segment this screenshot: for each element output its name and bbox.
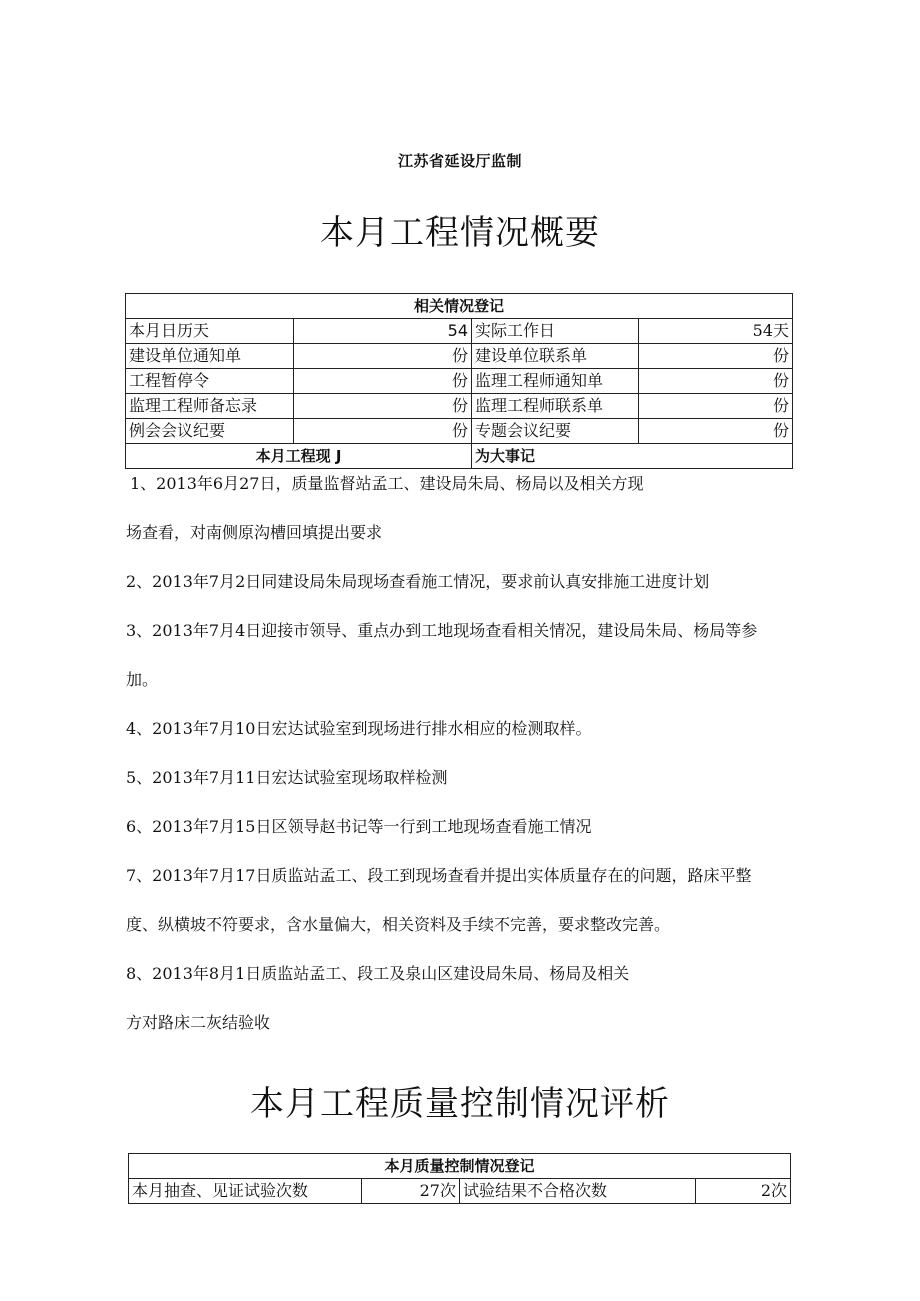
- row-label: 试验结果不合格次数: [460, 1179, 696, 1204]
- table-subheader-row: [126, 444, 793, 469]
- event-line: 2、2013年7月2日同建设局朱局现场查看施工情况，要求前认真安排施工进度计划: [126, 572, 710, 591]
- event-line: 4、2013年7月10日宏达试验室到现场进行排水相应的检测取样。: [126, 719, 592, 738]
- event-line: 1、2013年6月27日，质量监督站孟工、建设局朱局、杨局以及相关方现: [130, 474, 644, 493]
- table-header-row: [126, 294, 793, 319]
- row-value: 2次: [696, 1179, 791, 1204]
- table-row: [126, 394, 793, 419]
- row-value: 份: [294, 419, 472, 444]
- event-line: 场查看，对南侧原沟槽回填提出要求: [126, 523, 383, 542]
- event-line: 3、2013年7月4日迎接市领导、重点办到工地现场查看相关情况，建设局朱局、杨局等参: [126, 621, 758, 640]
- row-label: 专题会议纪要: [472, 419, 639, 444]
- quality-table: [128, 1153, 791, 1204]
- event-line: 加。: [126, 670, 159, 689]
- event-line: 度、纵横坡不符要求，含水量偏大，相关资料及手续不完善，要求整改完善。: [126, 915, 671, 934]
- row-label: 例会会议纪要: [126, 419, 294, 444]
- row-label: 实际工作日: [472, 319, 639, 344]
- row-value: 份: [639, 394, 793, 419]
- event-line: 7、2013年7月17日质监站孟工、段工到现场查看并提出实体质量存在的问题，路床平整: [126, 866, 752, 885]
- table-row: [129, 1179, 791, 1204]
- issuing-agency: 江苏省延设厅监制: [397, 152, 522, 170]
- event-line: 6、2013年7月15日区领导赵书记等一行到工地现场查看施工情况: [126, 817, 592, 836]
- row-value: 份: [639, 369, 793, 394]
- row-value: 54天: [639, 319, 793, 344]
- event-line: 方对路床二灰结验收: [126, 1013, 271, 1032]
- subheader-right: 为大事记: [472, 444, 793, 469]
- row-value: 份: [639, 344, 793, 369]
- table-row: [126, 369, 793, 394]
- row-label: 建设单位通知单: [126, 344, 294, 369]
- section-title-overview: 本月工程情况概要: [320, 213, 600, 253]
- major-events-list: [126, 470, 796, 1047]
- event-line: 5、2013年7月11日宏达试验室现场取样检测: [126, 768, 448, 787]
- table-row: [126, 419, 793, 444]
- registration-table: [125, 293, 793, 469]
- section-title-quality: 本月工程质量控制情况评析: [250, 1084, 670, 1124]
- table-row: [126, 344, 793, 369]
- row-value: 份: [294, 394, 472, 419]
- row-label: 建设单位联系单: [472, 344, 639, 369]
- row-label: 本月抽查、见证试验次数: [129, 1179, 362, 1204]
- row-label: 监理工程师备忘录: [126, 394, 294, 419]
- row-value: 份: [294, 344, 472, 369]
- row-value: 27次: [362, 1179, 460, 1204]
- table-header: 相关情况登记: [126, 294, 793, 319]
- table-row: [126, 319, 793, 344]
- table-header-row: [129, 1154, 791, 1179]
- row-label: 监理工程师通知单: [472, 369, 639, 394]
- row-label: 工程暂停令: [126, 369, 294, 394]
- table-header: 本月质量控制情况登记: [129, 1154, 791, 1179]
- subheader-left: 本月工程现 J: [126, 444, 472, 469]
- row-value: 份: [639, 419, 793, 444]
- row-value: 份: [294, 369, 472, 394]
- row-label: 监理工程师联系单: [472, 394, 639, 419]
- event-line: 8、2013年8月1日质监站孟工、段工及泉山区建设局朱局、杨局及相关: [126, 964, 630, 983]
- row-label: 本月日历天: [126, 319, 294, 344]
- row-value: 54: [294, 319, 472, 344]
